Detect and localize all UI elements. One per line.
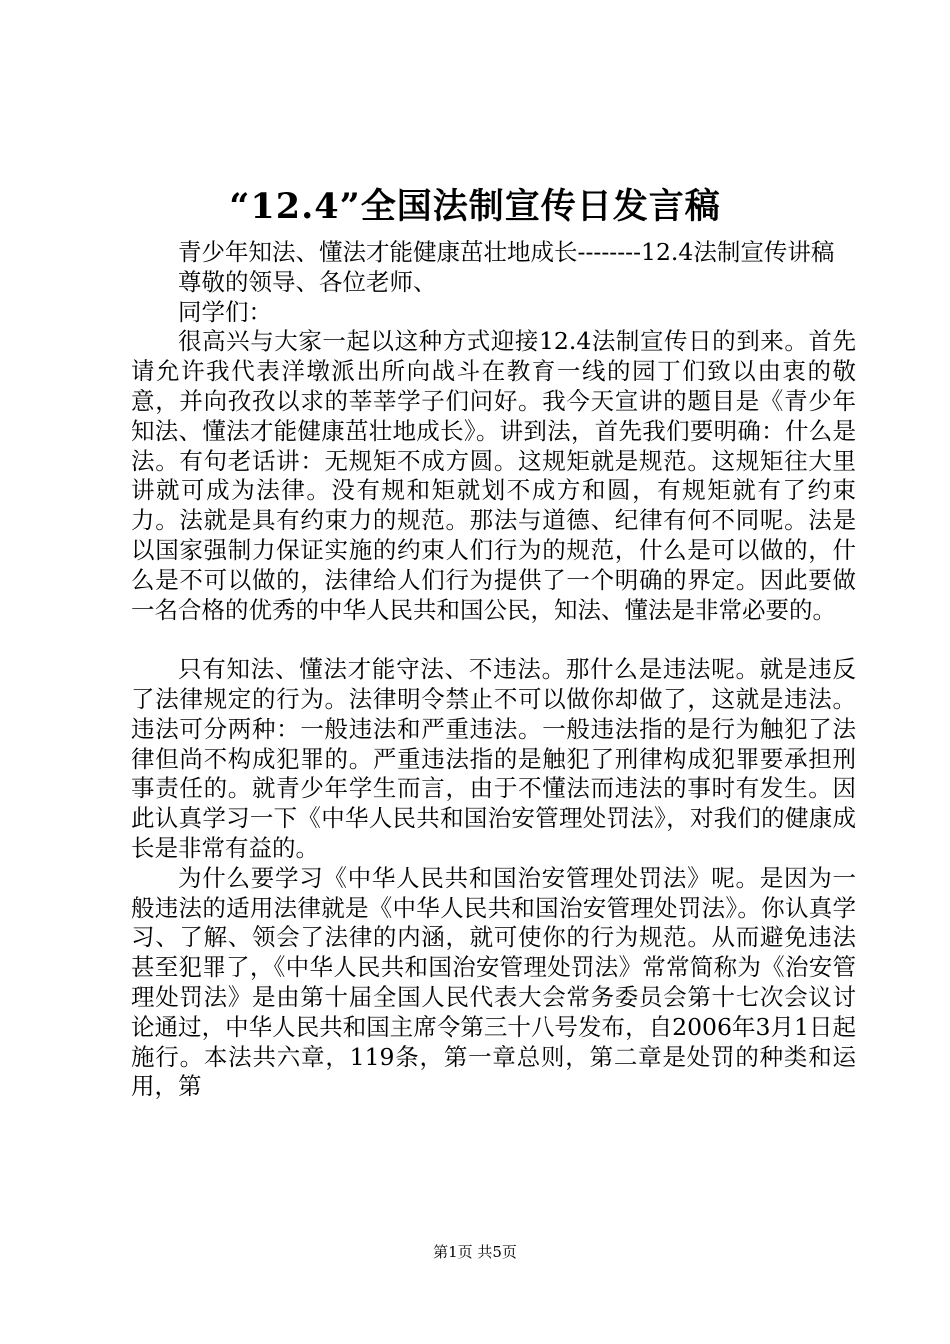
document-title: “12.4”全国法制宣传日发言稿 xyxy=(229,186,721,227)
document-body xyxy=(131,238,856,1102)
page-footer: 第1页 共5页 xyxy=(433,1243,517,1261)
body-paragraph-intro: 很高兴与大家一起以这种方式迎接12.4法制宣传日的到来。首先请允许我代表洋墩派出所向战斗在教育一线的园丁们致以由衷的敬意，并向孜孜以求的莘莘学子们问好。我今天宣讲的题目是《青少年知法、懂法才能健康茁壮地成长》。讲到法，首先我们要明确：什么是法。有句老话讲：无规矩不成方圆。这规矩就是规范。这规矩往大里讲就可成为法律。没有规和矩就划不成方和圆，有规矩就有了约束力。法就是具有约束力的规范。那法与道德、纪律有何不同呢。法是以国家强制力保证实施的约束人们行为的规范，什么是可以做的，什么是不可以做的，法律给人们行为提供了一个明确的界定。因此要做一名合格的优秀的中华人民共和国公民，知法、懂法是非常必要的。 xyxy=(131,327,856,624)
speech-subtitle-paragraph: 青少年知法、懂法才能健康茁壮地成长--------12.4法制宣传讲稿 xyxy=(178,238,835,266)
body-paragraph-violation: 只有知法、懂法才能守法、不违法。那什么是违法呢。就是违反了法律规定的行为。法律明令禁止不可以做你却做了，这就是违法。违法可分两种：一般违法和严重违法。一般违法指的是行为触犯了法律但尚不构成犯罪的。严重违法指的是触犯了刑律构成犯罪要承担刑事责任的。就青少年学生而言，由于不懂法而违法的事时有发生。因此认真学习一下《中华人民共和国治安管理处罚法》，对我们的健康成长是非常有益的。 xyxy=(131,655,856,862)
salutation-students-paragraph: 同学们： xyxy=(178,297,272,326)
salutation-paragraph: 尊敬的领导、各位老师、 xyxy=(178,267,437,296)
body-paragraph-law-study: 为什么要学习《中华人民共和国治安管理处罚法》呢。是因为一般违法的适用法律就是《中华人民共和国治安管理处罚法》。你认真学习、了解、领会了法律的内涵，就可使你的行为规范。从而避免违法甚至犯罪了，《中华人民共和国治安管理处罚法》常常简称为《治安管理处罚法》是由第十届全国人民代表大会常务委员会第十七次会议讨论通过，中华人民共和国主席令第三十八号发布，自2006年3月1日起施行。本法共六章，119条，第一章总则，第二章是处罚的种类和运用，第 xyxy=(131,863,856,1101)
